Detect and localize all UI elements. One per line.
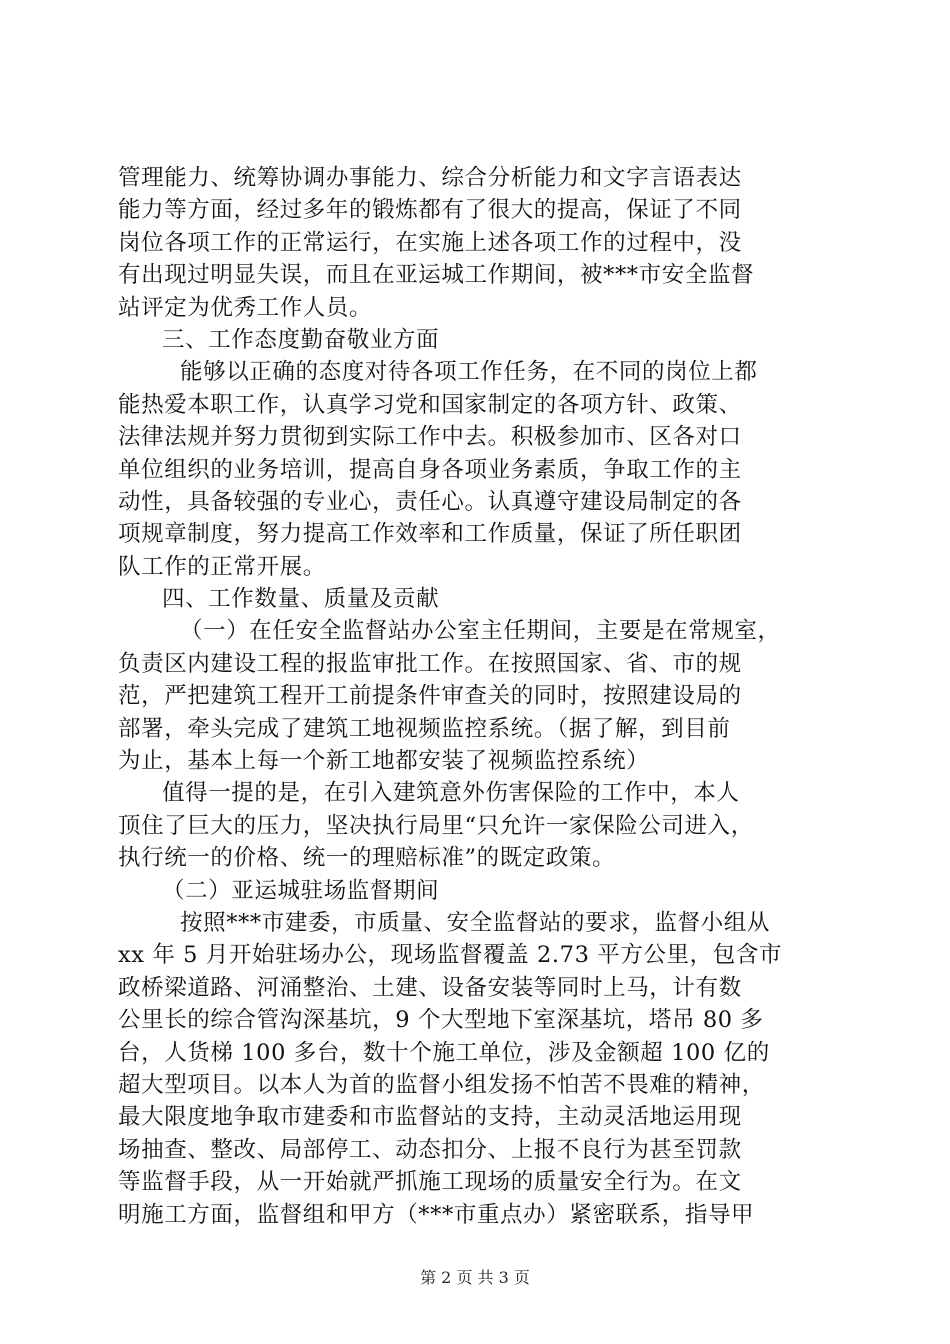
text-line: 法律法规并努力贯彻到实际工作中去。积极参加市、区各对口	[118, 424, 742, 451]
text-line: 超大型项目。以本人为首的监督小组发扬不怕苦不畏难的精神，	[118, 1071, 765, 1098]
text-line: 能热爱本职工作，认真学习党和国家制定的各项方针、政策、	[118, 391, 742, 418]
text-line: 明施工方面，监督组和甲方（***市重点办）紧密联系，指导甲	[118, 1201, 755, 1228]
page-footer: 第 2 页 共 3 页	[420, 1268, 530, 1287]
text-line: 台，人货梯 100 多台，数十个施工单位，涉及金额超 100 亿的	[118, 1039, 770, 1066]
text-line: 单位组织的业务培训，提高自身各项业务素质，争取工作的主	[118, 456, 742, 483]
text-line: 队工作的正常开展。	[118, 553, 326, 580]
document-body	[118, 162, 834, 1231]
text-line: 管理能力、统筹协调办事能力、综合分析能力和文字言语表达	[118, 165, 742, 191]
text-line: 最大限度地争取市建委和市监督站的支持，主动灵活地运用现	[118, 1104, 742, 1131]
text-line: 项规章制度，努力提高工作效率和工作质量，保证了所任职团	[118, 521, 742, 548]
text-line: 顶住了巨大的压力，坚决执行局里“只允许一家保险公司进入，	[118, 812, 754, 839]
text-line: 四、工作数量、质量及贡献	[162, 586, 440, 613]
text-line: 动性，具备较强的专业心，责任心。认真遵守建设局制定的各	[118, 488, 742, 515]
text-line: 有出现过明显失误，而且在亚运城工作期间，被***市安全监督	[118, 262, 755, 289]
text-line: （二）亚运城驻场监督期间	[162, 877, 440, 904]
text-line: 岗位各项工作的正常运行，在实施上述各项工作的过程中，没	[118, 229, 742, 256]
text-line: 负责区内建设工程的报监审批工作。在按照国家、省、市的规	[118, 650, 742, 677]
text-line: 执行统一的价格、统一的理赔标准”的既定政策。	[118, 845, 616, 872]
text-line: 按照***市建委，市质量、安全监督站的要求，监督小组从	[180, 909, 770, 936]
text-line: 部署，牵头完成了建筑工地视频监控系统。（据了解，到目前	[118, 715, 731, 742]
text-line: 范，严把建筑工程开工前提条件审查关的同时，按照建设局的	[118, 683, 742, 710]
text-line: 公里长的综合管沟深基坑，9 个大型地下室深基坑，塔吊 80 多	[118, 1007, 764, 1034]
text-line: 场抽查、整改、局部停工、动态扣分、上报不良行为甚至罚款	[118, 1136, 742, 1163]
text-line: xx 年 5 月开始驻场办公，现场监督覆盖 2.73 平方公里，包含市	[118, 942, 783, 969]
text-line: 能够以正确的态度对待各项工作任务，在不同的岗位上都	[180, 359, 758, 386]
text-line: （一）在任安全监督站办公室主任期间，主要是在常规室，	[180, 618, 781, 645]
text-line: 站评定为优秀工作人员。	[118, 294, 373, 321]
text-line: 三、工作态度勤奋敬业方面	[162, 326, 440, 353]
text-line: 能力等方面，经过多年的锻炼都有了很大的提高，保证了不同	[118, 197, 742, 224]
text-line: 政桥梁道路、河涌整治、土建、设备安装等同时上马，计有数	[118, 974, 742, 1001]
text-line: 等监督手段，从一开始就严抓施工现场的质量安全行为。在文	[118, 1169, 742, 1196]
text-line: 为止，基本上每一个新工地都安装了视频监控系统）	[118, 748, 650, 775]
text-line: 值得一提的是，在引入建筑意外伤害保险的工作中，本人	[162, 780, 740, 807]
